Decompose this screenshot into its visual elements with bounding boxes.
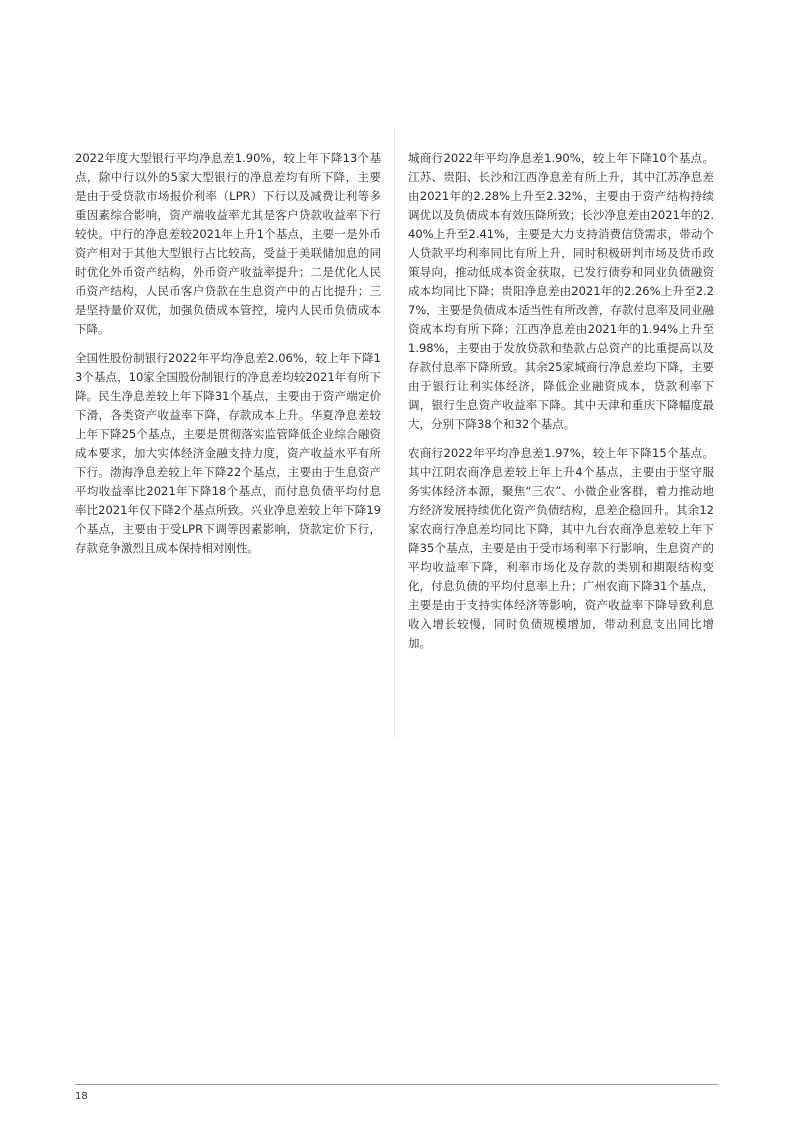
- paragraph-city-commercial-banks: 城商行2022年平均净息差1.90%，较上年下降10个基点。江苏、贵阳、长沙和江西净息差有所上升，其中江苏净息差由2021年的2.28%上升至2.32%，主要由于资产结构持续调优以及负债成本有效压降所致；长沙净息差由2021年的2.40%上升至2.41%，主要是大力支持消费信贷需求，带动个人贷款平均利率同比有所上升，同时积极研判市场及货币政策导向，推动低成本资金获取，已发行债券和同业负债融资成本均同比下降；贵阳净息差由2021年的2.26%上升至2.27%，主要是负债成本适当性有所改善，存款付息率及同业融资成本均有所下降；江西净息差由2021年的1.94%上升至1.98%，主要由于发放贷款和垫款占总资产的比重提高以及存款付息率下降所致。其余25家城商行净息差均下降，主要由于银行让利实体经济，降低企业融资成本，贷款利率下调，银行生息资产收益率下降。其中天津和重庆下降幅度最大，分别下降38个和32个基点。: [408, 151, 714, 431]
- page-number: 18: [75, 1091, 88, 1102]
- right-column: [408, 149, 714, 663]
- paragraph-large-banks: 2022年度大型银行平均净息差1.90%，较上年下降13个基点，除中行以外的5家大型银行的净息差均有所下降，主要是由于受贷款市场报价利率（LPR）下行以及减费让利等多重因素综合影响，资产端收益率尤其是客户贷款收益率下行较快。中行的净息差较2021年上升1个基点，主要一是外币资产相对于其他大型银行占比较高，受益于美联储加息的同时优化外币资产结构，外币资产收益率提升；二是优化人民币资产结构，人民币客户贷款在生息资产中的占比提升；三是坚持量价双优，加强负债成本管控，境内人民币负债成本下降。: [75, 151, 381, 336]
- column-divider: [394, 128, 395, 738]
- left-column: [75, 149, 381, 568]
- paragraph-joint-stock-banks: 全国性股份制银行2022年平均净息差2.06%，较上年下降13个基点，10家全国股份制银行的净息差均较2021年有所下降。民生净息差较上年下降31个基点，主要由于资产端定价下滑，各类资产收益率下降，存款成本上升。华夏净息差较上年下降25个基点，主要是贯彻落实监管降低企业综合融资成本要求，加大实体经济金融支持力度，资产收益水平有所下行。渤海净息差较上年下降22个基点，主要由于生息资产平均收益率比2021年下降18个基点，而付息负债平均付息率比2021年仅下降2个基点所致。兴业净息差较上年下降19个基点，主要由于受LPR下调等因素影响，贷款定价下行，存款竞争激烈且成本保持相对刚性。: [75, 351, 381, 555]
- footer-rule: [75, 1084, 718, 1085]
- paragraph-rural-commercial-banks: 农商行2022年平均净息差1.97%，较上年下降15个基点。其中江阴农商净息差较上年上升4个基点，主要由于坚守服务实体经济本源，聚焦“三农”、小微企业客群，着力推动地方经济发展持续优化资产负债结构，息差企稳回升。其余12家农商行净息差均同比下降，其中九台农商净息差较上年下降35个基点，主要是由于受市场利率下行影响，生息资产的平均收益率下降，利率市场化及存款的类别和期限结构变化，付息负债的平均付息率上升；广州农商下降31个基点，主要是由于支持实体经济等影响，资产收益率下降导致利息收入增长较慢，同时负债规模增加，带动利息支出同比增加。: [408, 446, 714, 650]
